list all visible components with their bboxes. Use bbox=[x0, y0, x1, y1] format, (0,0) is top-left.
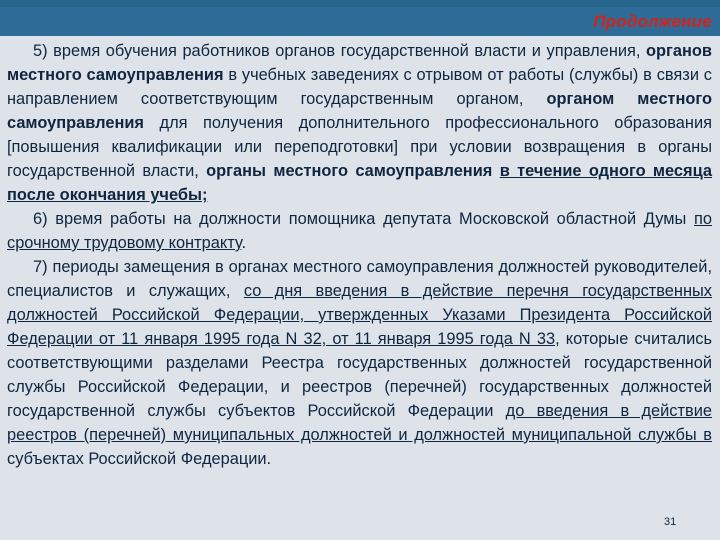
item-5-bold-1: органов местного самоуправления bbox=[7, 42, 712, 84]
item-7-text: субъектах Российской Федерации. bbox=[7, 450, 272, 468]
item-7-underlined-2: до введения в действие реестров (перечней) муниципальных должностей и должностей муниципальной службы в bbox=[7, 402, 712, 444]
item-5-text: в учебных заведениях с отрывом от работы (службы) в связи с направлением соответствующим государственным органом, bbox=[7, 66, 713, 108]
item-5-bold-3: органы местного самоуправления bbox=[206, 162, 493, 180]
paragraph-item-5 bbox=[7, 39, 712, 207]
item-7-text: , которые считались соответствующими разделами Реестра государственных должностей государственной службы Российской Федерации, и реестров (перечней) государственных должностей государственной службы субъектов Российской Федерации bbox=[7, 330, 713, 420]
item-5-text bbox=[492, 162, 499, 180]
continuation-label: Продолжение bbox=[593, 12, 712, 31]
item-5-number: 5 bbox=[33, 42, 43, 60]
item-6-text: . bbox=[241, 234, 247, 252]
page-number: 31 bbox=[664, 516, 677, 528]
item-7-text: 7) периоды замещения в органах местного самоуправления должностей руководителей, специалистов и служащих, bbox=[7, 258, 712, 300]
item-5-bold-2: органом местного самоуправления bbox=[7, 90, 712, 132]
paragraph-item-7 bbox=[7, 255, 712, 471]
item-6-text: 6) время работы на должности помощника депутата Московской областной Думы bbox=[33, 210, 694, 228]
top-bar bbox=[0, 0, 720, 7]
paragraph-item-6 bbox=[7, 207, 712, 255]
item-5-text: ) время обучения работников органов государственной власти и управления, bbox=[42, 42, 647, 60]
item-6-underlined: по срочному трудовому контракту bbox=[7, 210, 712, 252]
item-5-bold-underlined: в течение одного месяца после окончания учебы; bbox=[7, 162, 713, 204]
slide-text-block bbox=[0, 36, 720, 540]
item-7-underlined-1: со дня введения в действие перечня государственных должностей Российской Федерации, утвержденных Указами Президента Российской Федерации от 11 января 1995 года N 32, от 11 января 1995 года N 33 bbox=[7, 282, 712, 348]
item-5-text: для получения дополнительного профессионального образования [повышения квалификации или переподготовки] при условии возвращения в органы государственной власти, bbox=[7, 114, 712, 180]
